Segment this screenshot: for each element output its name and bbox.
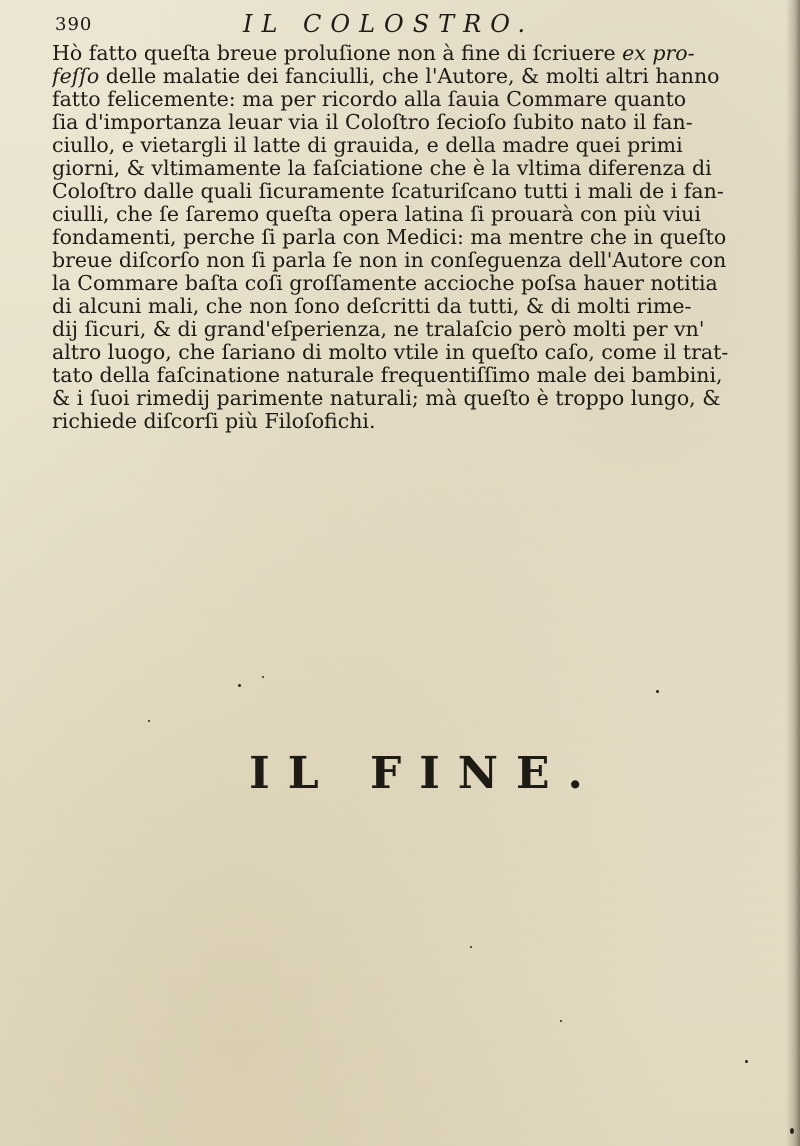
text-line xyxy=(52,226,772,249)
ink-speck xyxy=(790,1128,794,1134)
running-title: IL COLOSTRO. xyxy=(243,10,535,38)
text-line xyxy=(52,387,772,410)
text-run: dij ſicuri, & di grand'eſperienza, ne tralaſcio però molti per vn' xyxy=(52,318,705,341)
body-paragraph xyxy=(52,42,772,433)
text-run: & i ſuoi rimedij parimente naturali; mà queſto è troppo lungo, & xyxy=(52,387,721,410)
ink-speck xyxy=(148,720,150,722)
page-edge-shadow xyxy=(786,0,800,1146)
ink-speck xyxy=(238,684,241,687)
ink-speck xyxy=(470,946,472,948)
text-line xyxy=(52,111,772,134)
text-line xyxy=(52,180,772,203)
page-number: 390 xyxy=(55,14,93,35)
text-line xyxy=(52,272,772,295)
ink-speck xyxy=(560,1020,562,1022)
text-run: la Commare baſta coſi groſſamente accioche poſsa hauer notitia xyxy=(52,272,718,295)
text-line xyxy=(52,134,772,157)
text-line xyxy=(52,203,772,226)
text-run: fatto felicemente: ma per ricordo alla ſauia Commare quanto xyxy=(52,88,687,111)
text-run: fondamenti, perche ſi parla con Medici: ma mentre che in queſto xyxy=(52,226,727,249)
text-run: feſſo xyxy=(52,65,100,88)
text-run: richiede diſcorſi più Filoſofichi. xyxy=(52,410,376,433)
text-run: tato della faſcinatione naturale frequentiſſimo male dei bambini, xyxy=(52,364,723,387)
text-line xyxy=(52,249,772,272)
running-head xyxy=(55,8,755,42)
text-run: ciulli, che ſe ſaremo queſta opera latina ſi prouarà con più viui xyxy=(52,203,701,226)
text-run: di alcuni mali, che non ſono deſcritti da tutti, & di molti rime- xyxy=(52,295,692,318)
text-run: breue diſcorſo non ſi parla ſe non in conſeguenza dell'Autore con xyxy=(52,249,727,272)
text-line xyxy=(52,318,772,341)
text-line xyxy=(52,341,772,364)
text-run: ſia d'importanza leuar via il Coloſtro ſecioſo ſubito nato il fan- xyxy=(52,111,693,134)
text-run: altro luogo, che ſariano di molto vtile in queſto caſo, come il trat- xyxy=(52,341,729,364)
text-line xyxy=(52,295,772,318)
text-line xyxy=(52,42,772,65)
text-run: Coloſtro dalle quali ſicuramente ſcaturiſcano tutti i mali de i fan- xyxy=(52,180,724,203)
text-line xyxy=(52,88,772,111)
ink-speck xyxy=(656,690,659,693)
ink-speck xyxy=(262,676,264,678)
text-line xyxy=(52,65,772,88)
text-run: giorni, & vltimamente la faſciatione che è la vltima diferenza di xyxy=(52,157,712,180)
text-run: Hò fatto queſta breue proluſione non à fine di ſcriuere xyxy=(52,42,623,65)
ink-speck xyxy=(745,1060,748,1063)
text-run: ciullo, e vietargli il latte di grauida, e della madre quei primi xyxy=(52,134,683,157)
text-line xyxy=(52,157,772,180)
colophon-il-fine: IL FINE. xyxy=(249,748,601,799)
text-line xyxy=(52,410,772,433)
text-run: ex pro- xyxy=(622,42,695,65)
text-line xyxy=(52,364,772,387)
text-run: delle malatie dei fanciulli, che l'Autore, & molti altri hanno xyxy=(99,65,720,88)
